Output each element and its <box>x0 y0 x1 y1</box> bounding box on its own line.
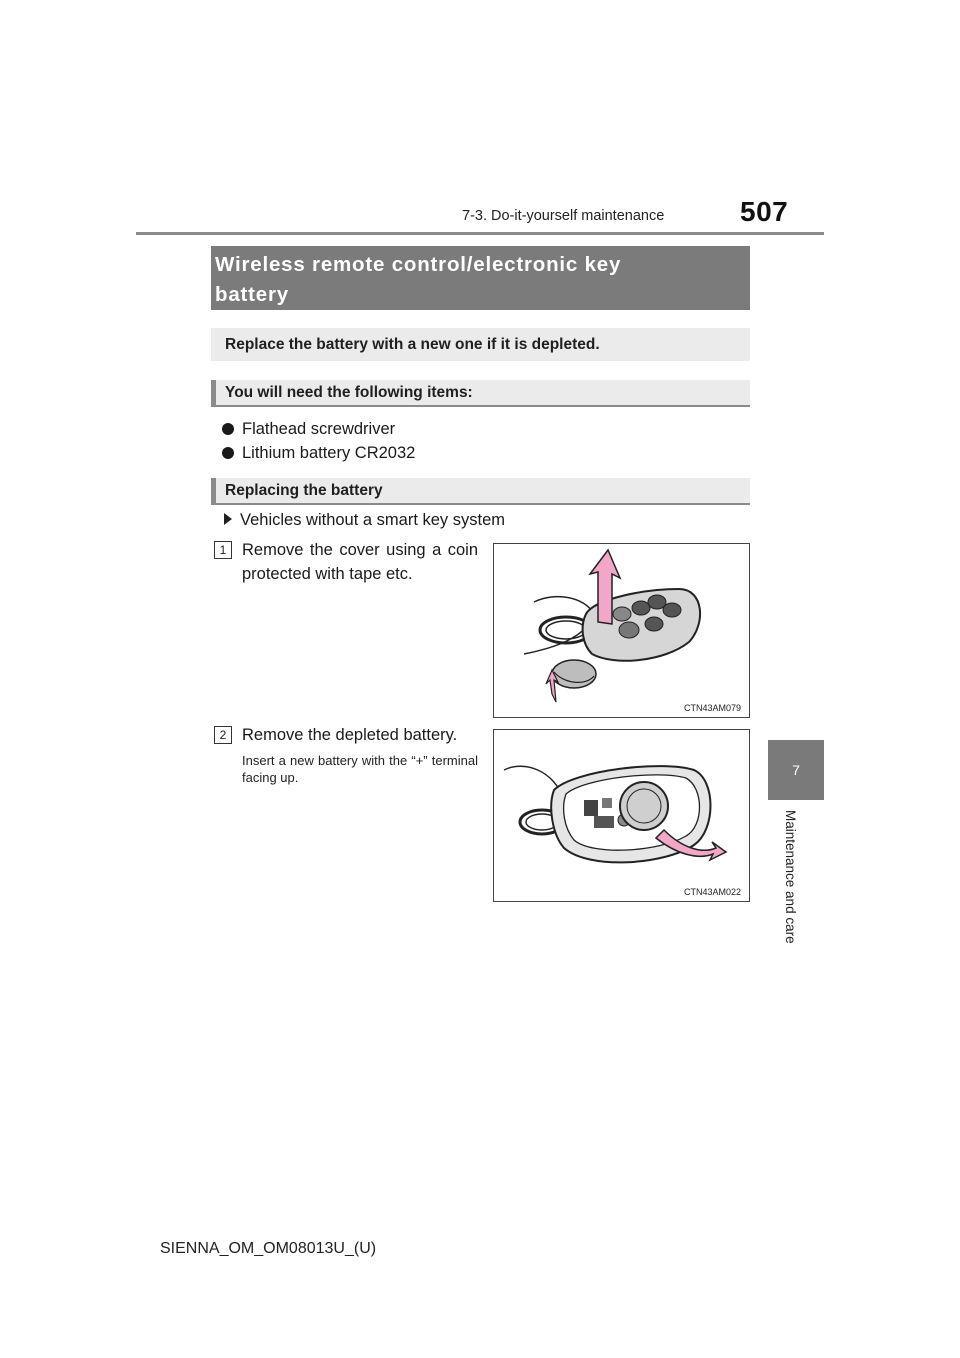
step-note: Insert a new battery with the “+” terminal facing up. <box>242 753 478 785</box>
list-item <box>222 420 395 439</box>
figure-code: CTN43AM079 <box>683 703 741 713</box>
figure-code: CTN43AM022 <box>683 887 741 897</box>
figure-remove-battery <box>493 729 750 902</box>
list-item-text: Lithium battery CR2032 <box>242 444 416 462</box>
replacing-heading: Replacing the battery <box>211 478 750 505</box>
items-heading: You will need the following items: <box>211 380 750 407</box>
key-fob-cover-illustration <box>494 544 750 718</box>
chapter-tab <box>768 740 824 800</box>
header-rule <box>136 232 824 235</box>
figure-remove-cover <box>493 543 750 718</box>
list-item <box>222 444 415 463</box>
list-item-text: Flathead screwdriver <box>242 420 396 438</box>
condition-subheading-text: Vehicles without a smart key system <box>240 511 506 529</box>
page-number: 507 <box>740 196 789 227</box>
chapter-number: 7 <box>792 762 800 778</box>
document-footer-code: SIENNA_OM_OM08013U_(U) <box>160 1240 377 1257</box>
triangle-bullet-icon <box>224 513 232 525</box>
condition-subheading <box>224 511 505 530</box>
page-title <box>211 246 750 310</box>
bullet-icon <box>222 447 234 459</box>
page-title-line-2: battery <box>215 283 289 306</box>
chapter-label: Maintenance and care <box>783 810 798 944</box>
step-text: Remove the depleted battery. <box>242 726 458 744</box>
page-title-line-1: Wireless remote control/electronic key <box>215 253 622 276</box>
key-fob-battery-illustration <box>494 730 750 902</box>
intro-banner: Replace the battery with a new one if it is depleted. <box>211 328 750 361</box>
step-text: Remove the cover using a coin protected with tape etc. <box>242 541 478 583</box>
step-number-badge: 1 <box>214 541 232 559</box>
header-section-title: 7-3. Do-it-yourself maintenance <box>462 208 665 224</box>
bullet-icon <box>222 423 234 435</box>
step-number-badge: 2 <box>214 726 232 744</box>
